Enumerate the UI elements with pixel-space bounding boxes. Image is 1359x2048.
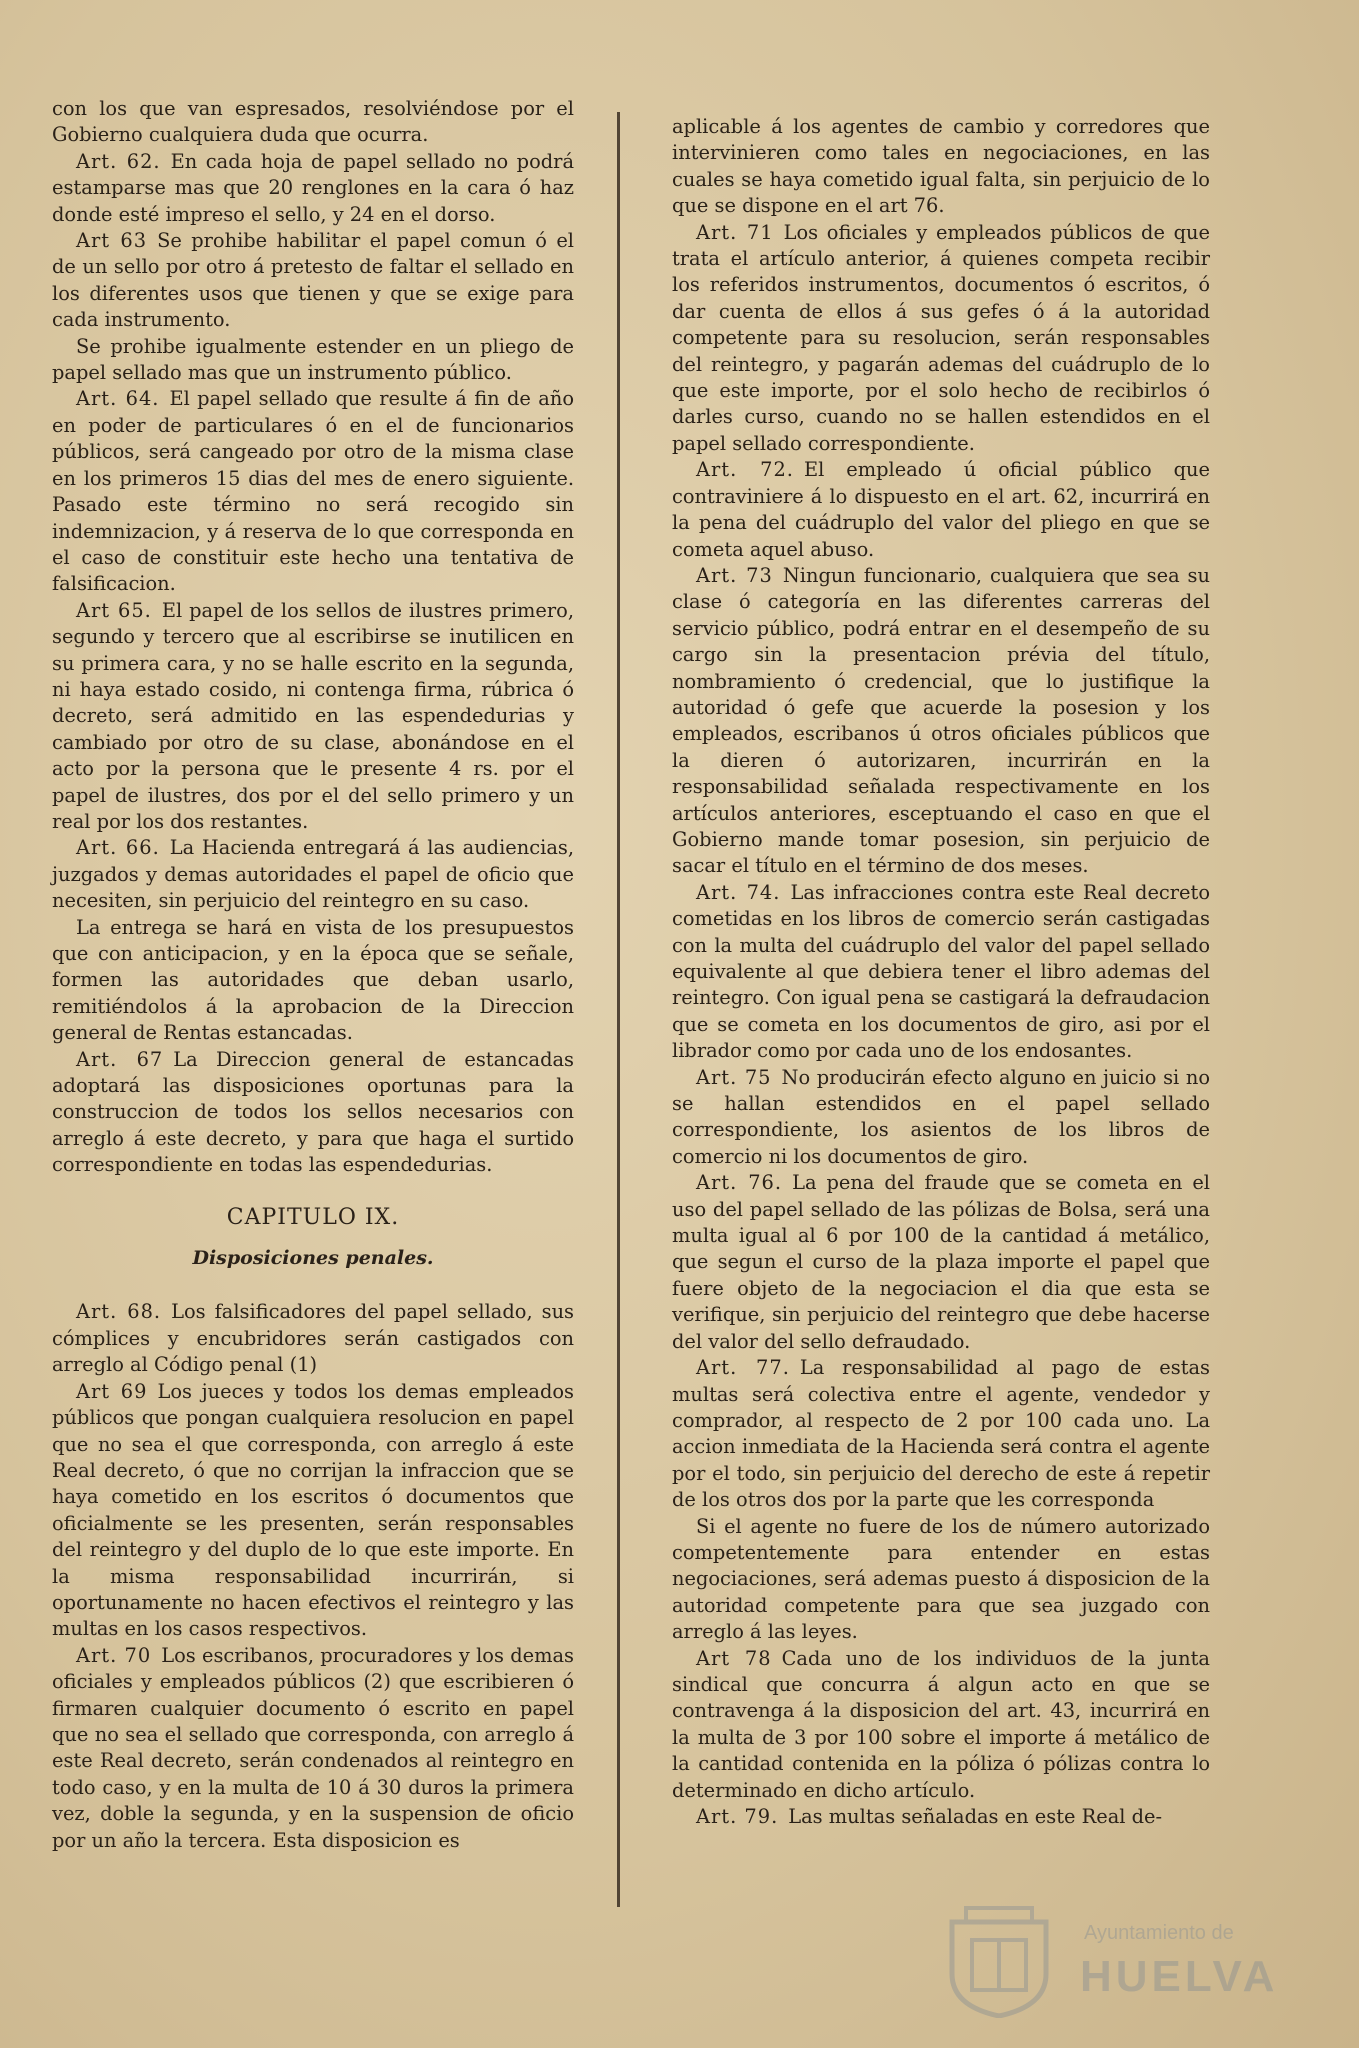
article-text: Los falsificadores del papel sellado, sus cómplices y encubridores serán castigados con arreglo al Código penal (1) (52, 1300, 575, 1377)
watermark-title: HUELVA (1080, 1952, 1279, 2001)
article-62 (52, 149, 574, 228)
article-text: En cada hoja de papel sellado no podrá estamparse mas que 20 renglones en la cara ó haz donde esté impreso el sello, y 24 en el dorso. (52, 149, 575, 226)
article-text: Se prohibe habilitar el papel comun ó el de un sello por otro á pretesto de faltar el sellado en los diferentes usos que tienen y que se exige para cada instrumento. (52, 229, 574, 332)
article-78 (672, 1646, 1210, 1804)
article-69 (52, 1379, 574, 1643)
article-77 (672, 1355, 1210, 1513)
column-divider (617, 112, 620, 1907)
coat-of-arms-icon (944, 1900, 1054, 2018)
watermark (944, 1900, 1279, 2030)
article-65 (52, 598, 574, 836)
article-66 (52, 835, 574, 914)
paragraph: con los que van espresados, resolviéndose por el Gobierno cualquiera duda que ocurra. (52, 97, 574, 147)
article-label: Art. 76. (696, 1171, 783, 1195)
article-text: Las infracciones contra este Real decreto cometidas en los libros de comercio serán castigadas con la multa del cuádruplo del valor del papel sellado equivalente al que debiera tener el libro ademas del reintegro. Con igual pena se castigará la defraudacion que se cometa en los documentos de giro, asi por el librador como por cada uno de los endosantes. (672, 880, 1210, 1063)
article-label: Art. 68. (76, 1300, 162, 1324)
article-label: Art. 66. (76, 836, 160, 860)
chapter-heading: CAPITULO IX. (226, 1204, 400, 1230)
article-text: Los jueces y todos los demas empleados públicos que pongan cualquiera resolucion en papel que no sea el que corresponda, con arreglo á este Real decreto, ó que no corrijan la infraccion que se haya cometido en los escritos ó documentos que oficialmente se les presenten, serán responsables del reintegro y del duplo de lo que este importe. En la misma responsabilidad incurrirán, si oportunamente no hacen efectivos el reintegro y las multas en los casos respectivos. (52, 1379, 574, 1641)
article-label: Art. 72. (696, 458, 794, 482)
article-text: Ningun funcionario, cualquiera que sea su clase ó categoría en las diferentes carreras del servicio público, podrá entrar en el desempeño de su cargo sin la presentacion prévia del título, nombramiento ó credencial, que lo justifique la autoridad ó gefe que acuerde la posesion y los empleados, escribanos ú otros oficiales públicos que la dieren ó autorizaren, incurrirán en la responsabilidad señalada respectivamente en los artículos anteriores, esceptuando el caso en que el Gobierno mande tomar posesion, sin perjuicio de sacar el título en el término de dos meses. (672, 563, 1210, 878)
paragraph: aplicable á los agentes de cambio y corredores que intervinieren como tales en negociaciones, en las cuales se haya cometido igual falta, sin perjuicio de lo que se dispone en el art 76. (672, 115, 1210, 218)
article-text: Los oficiales y empleados públicos de que trata el artículo anterior, á quienes competa recibir los referidos instrumentos, documentos ó escritos, ó dar cuenta de ellos á sus gefes ó á la autoridad competente para su resolucion, serán responsables del reintegro, y pagarán ademas del cuádruplo de lo que este importe, por el solo hecho de recibirlos ó darles curso, cuando no se hallen estendidos en el papel sellado correspondiente. (672, 220, 1210, 455)
article-70 (52, 1643, 574, 1854)
article-72 (672, 457, 1210, 563)
article-text: El empleado ú oficial público que contraviniere á lo dispuesto en el art. 62, incurrirá en la pena del cuádruplo del valor del pliego en que se cometa aquel abuso. (672, 458, 1211, 561)
article-label: Art 78 (696, 1646, 772, 1670)
article-text: No producirán efecto alguno en juicio si no se hallan estendidos en el papel sellado correspondiente, los asientos de los libros de comercio ni los documentos de giro. (672, 1065, 1210, 1168)
article-label: Art. 75 (696, 1065, 772, 1089)
article-label: Art. 62. (76, 149, 161, 173)
article-label: Art 63 (76, 229, 148, 253)
article-label: Art. 64. (76, 387, 160, 411)
article-71 (672, 220, 1210, 458)
article-label: Art. 77. (696, 1356, 790, 1380)
article-label: Art. 67 (76, 1047, 164, 1071)
article-text: Cada uno de los individuos de la junta sindical que concurra á algun acto en que se contravenga á la disposicion del art. 43, incurrirá en la multa de 3 por 100 sobre el importe á metálico de la cantidad contenida en la póliza ó pólizas contra lo determinado en dicho artículo. (672, 1646, 1210, 1802)
watermark-subtitle: Ayuntamiento de (1084, 1922, 1234, 1944)
article-text: Las multas señaladas en este Real de- (788, 1805, 1163, 1828)
article-text: El papel sellado que resulte á fin de año en poder de particulares ó en el de funcionarios públicos, será cangeado por otro de la misma clase en los primeros 15 dias del mes de enero siguiente. Pasado este término no será recogido sin indemnizacion, y á reserva de lo que corresponda en el caso de constituir este hecho una tentativa de falsificacion. (52, 387, 574, 596)
article-67 (52, 1047, 574, 1179)
article-text: La pena del fraude que se cometa en el uso del papel sellado de las pólizas de Bolsa, será una multa igual al 6 por 100 de la cantidad á metálico, que segun el curso de la plaza importe el papel que fuere objeto de la negociacion el dia que esta se verifique, sin perjuicio del reintegro que debe hacerse del valor del sello defraudado. (672, 1171, 1210, 1353)
article-label: Art 69 (76, 1379, 148, 1403)
article-text: La responsabilidad al pago de estas multas será colectiva entre el agente, vendedor y comprador, al respecto de 2 por 100 cada uno. La accion inmediata de la Hacienda será contra el agente por el todo, sin perjuicio del derecho de este á repetir de los otros dos por la parte que les corresponda (672, 1356, 1211, 1512)
article-73 (672, 563, 1210, 880)
article-label: Art 65. (76, 598, 152, 622)
article-79 (672, 1804, 1210, 1830)
article-label: Art. 73 (696, 563, 773, 587)
paragraph: Si el agente no fuere de los de número autorizado competentemente para entender en estas negociaciones, será ademas puesto á disposicion de la autoridad competente para que sea juzgado con arreglo á las leyes. (672, 1514, 1210, 1644)
article-text: La Direccion general de estancadas adoptará las disposiciones oportunas para la construccion de todos los sellos necesarios con arreglo á este decreto, y para que haga el surtido correspondiente en todas las espendedurias. (52, 1047, 574, 1177)
article-text: El papel de los sellos de ilustres primero, segundo y tercero que al escribirse se inutilicen en su primera cara, y no se halle escrito en la segunda, ni haya estado cosido, ni contenga firma, rúbrica ó decreto, será admitido en las espendedurias y cambiado por otro de su clase, abonándose en el acto por la persona que le presente 4 rs. por el papel de ilustres, dos por el del sello primero y un real por los dos restantes. (52, 598, 574, 833)
article-63 (52, 228, 574, 334)
article-label: Art. 79. (696, 1805, 779, 1828)
article-text: La Hacienda entregará á las audiencias, juzgados y demas autoridades el papel de oficio que necesiten, sin perjuicio del reintegro en su caso. (52, 836, 574, 913)
paragraph: La entrega se hará en vista de los presupuestos que con anticipacion, y en la época que se señale, formen las autoridades que deban usarlo, remitiéndolos á la aprobacion de la Direccion general de Rentas estancadas. (52, 915, 574, 1045)
article-75 (672, 1065, 1210, 1171)
article-label: Art. 70 (76, 1643, 152, 1667)
article-76 (672, 1170, 1210, 1355)
article-text: Los escribanos, procuradores y los demas oficiales y empleados públicos (2) que escribieren ó firmaren cualquier documento ó escrito en papel que no sea el sellado que corresponda, con arreglo á este Real decreto, serán condenados al reintegro en todo caso, y en la multa de 10 á 30 duros la primera vez, doble la segunda, y en la suspension de oficio por un año la tercera. Esta disposicion es (52, 1643, 574, 1852)
left-column (52, 96, 574, 1854)
article-68 (52, 1299, 574, 1378)
article-64 (52, 386, 574, 597)
section-subheading: Disposiciones penales. (192, 1247, 434, 1270)
right-column (672, 114, 1210, 1830)
article-label: Art. 74. (696, 880, 781, 904)
paragraph: Se prohibe igualmente estender en un pliego de papel sellado mas que un instrumento público. (52, 334, 574, 385)
article-label: Art. 71 (696, 220, 774, 244)
article-74 (672, 880, 1210, 1065)
